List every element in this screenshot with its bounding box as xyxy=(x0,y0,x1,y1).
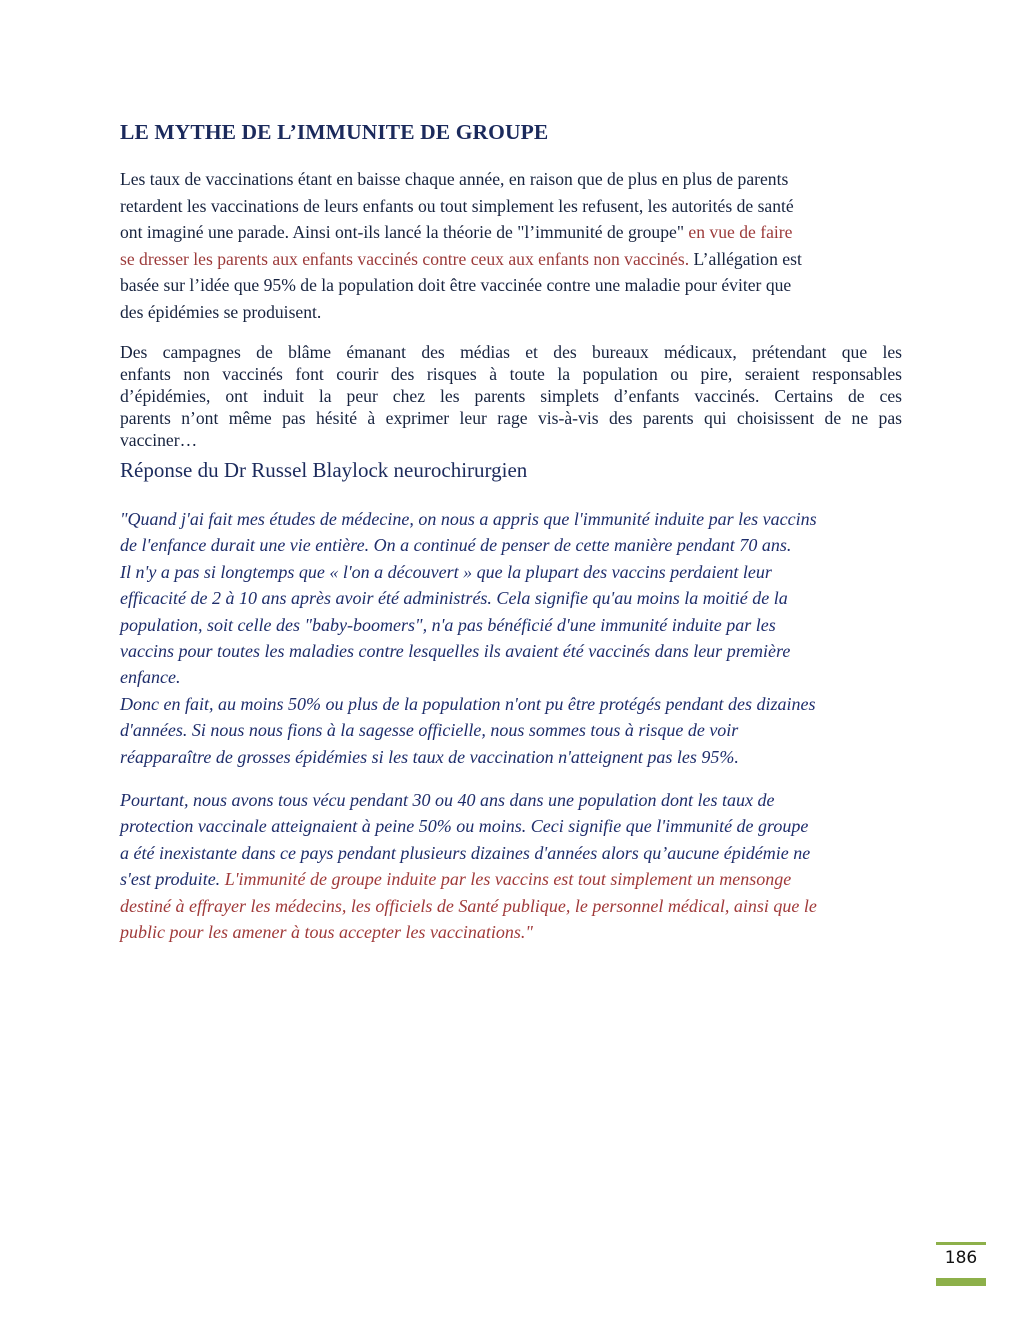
paragraph-line: d’épidémies, ont induit la peur chez les parents simplets d’enfants vaccinés. Certains de ces xyxy=(120,386,902,406)
highlighted-text: en vue de faire xyxy=(688,222,793,242)
paragraph-line: enfants non vaccinés font courir des risques à toute la population ou pire, seraient responsables xyxy=(120,364,902,384)
quote-block-1 xyxy=(120,506,910,770)
page-number-box xyxy=(936,1242,986,1287)
quote-line: réapparaître de grosses épidémies si les taux de vaccination n'atteignent pas les 95%. xyxy=(120,746,739,767)
paragraph-line xyxy=(120,219,902,246)
paragraph-line xyxy=(120,299,902,326)
quote-line xyxy=(120,866,910,892)
campaign-paragraph xyxy=(120,341,902,451)
intro-paragraph xyxy=(120,166,902,325)
page-title: LE MYTHE DE L’IMMUNITE DE GROUPE xyxy=(120,120,549,144)
quote-line: de l'enfance durait une vie entière. On a continué de penser de cette manière pendant 70 ans. xyxy=(120,535,792,556)
paragraph-line xyxy=(120,272,902,299)
text-segment: ont imaginé une parade. Ainsi ont-ils lancé la théorie de "l’immunité de groupe" xyxy=(120,222,689,242)
quote-line: "Quand j'ai fait mes études de médecine, on nous a appris que l'immunité induite par les vaccins xyxy=(120,509,817,529)
text-segment: protection vaccinale atteignaient à peine 50% ou moins. Ceci signifie que l'immunité de groupe xyxy=(120,816,809,837)
highlighted-text: public pour les amener à tous accepter les vaccinations." xyxy=(120,921,533,942)
quote-line xyxy=(120,813,910,839)
text-segment: retardent les vaccinations de leurs enfants ou tout simplement les refusent, les autorités de santé xyxy=(120,195,794,216)
quote-line: d'années. Si nous nous fions à la sagesse officielle, nous sommes tous à risque de voir xyxy=(120,720,739,741)
text-segment: des épidémies se produisent. xyxy=(120,301,322,322)
quote-line: Il n'y a pas si longtemps que « l'on a découvert » que la plupart des vaccins perdaient leur xyxy=(120,561,772,582)
text-segment: Pourtant, nous avons tous vécu pendant 30 ou 40 ans dans une population dont les taux de xyxy=(120,790,775,810)
paragraph-line xyxy=(120,166,902,193)
text-segment: s'est produite. xyxy=(120,869,225,890)
paragraph-line: parents n’ont même pas hésité à exprimer leur rage vis-à-vis des parents qui choisissent de ne pas xyxy=(120,408,902,428)
page-number-top-rule xyxy=(936,1242,986,1245)
text-segment: a été inexistante dans ce pays pendant plusieurs dizaines d'années alors qu’aucune épidémie ne xyxy=(120,842,811,863)
quote-line xyxy=(120,893,910,919)
section-subtitle: Réponse du Dr Russel Blaylock neurochirurgien xyxy=(120,458,528,482)
highlighted-text: L'immunité de groupe induite par les vaccins est tout simplement un mensonge xyxy=(224,869,792,890)
highlighted-text: se dresser les parents aux enfants vaccinés contre ceux aux enfants non vaccinés. xyxy=(120,248,690,269)
text-segment: Les taux de vaccinations étant en baisse chaque année, en raison que de plus en plus de parents xyxy=(120,169,789,189)
quote-line: population, soit celle des "baby-boomers", n'a pas bénéficié d'une immunité induite par les xyxy=(120,614,776,635)
quote-line: efficacité de 2 à 10 ans après avoir été administrés. Cela signifie qu'au moins la moitié de la xyxy=(120,588,788,609)
page-number: 186 xyxy=(944,1248,978,1268)
paragraph-line xyxy=(120,193,902,220)
highlighted-text: destiné à effrayer les médecins, les officiels de Santé publique, le personnel médical, ainsi que le xyxy=(120,895,817,916)
quote-line: Donc en fait, au moins 50% ou plus de la population n'ont pu être protégés pendant des dizaines xyxy=(120,693,816,714)
text-segment: L’allégation est xyxy=(689,248,802,269)
paragraph-line xyxy=(120,246,902,273)
quote-line xyxy=(120,919,910,945)
paragraph-line: Des campagnes de blâme émanant des médias et des bureaux médicaux, prétendant que les xyxy=(120,342,902,362)
quote-line xyxy=(120,787,910,813)
quote-block-2 xyxy=(120,787,910,945)
paragraph-line: vacciner… xyxy=(120,430,198,450)
quote-line: vaccins pour toutes les maladies contre lesquelles ils avaient été vaccinés dans leur première xyxy=(120,640,791,661)
page-number-bottom-rule xyxy=(936,1278,986,1286)
quote-line xyxy=(120,840,910,866)
text-segment: basée sur l’idée que 95% de la population doit être vaccinée contre une maladie pour éviter que xyxy=(120,275,792,295)
quote-line: enfance. xyxy=(120,667,181,688)
